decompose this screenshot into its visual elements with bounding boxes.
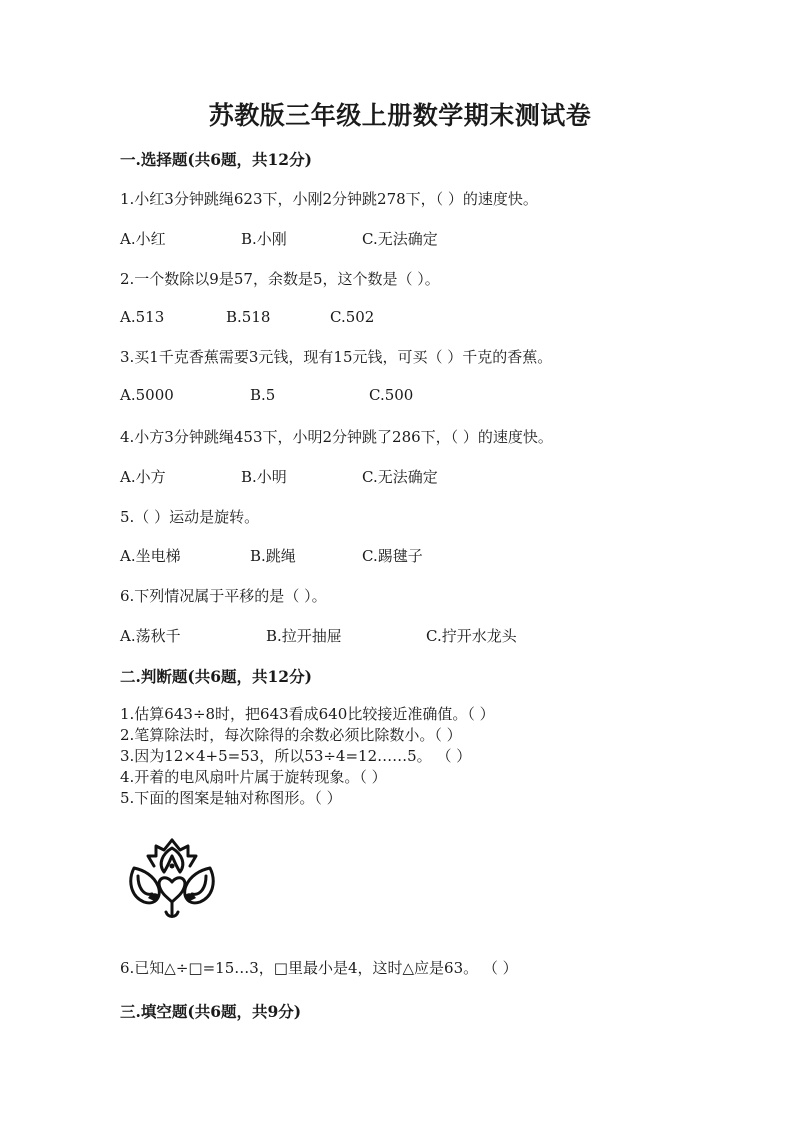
- section-heading-choice: 一.选择题(共6题，共12分): [120, 150, 312, 169]
- option-c[interactable]: C.拧开水龙头: [426, 627, 517, 645]
- section-heading-judgement: 二.判断题(共6题，共12分): [120, 667, 312, 686]
- judgement-item-6: 6.已知△÷□=15…3，□里最小是4，这时△应是63。 （ ）: [120, 959, 518, 977]
- judgement-item-3: 3.因为12×4+5=53，所以53÷4=12……5。 （ ）: [120, 747, 472, 765]
- choice-question-2: 2.一个数除以9是57，余数是5，这个数是（ ）。: [120, 270, 440, 288]
- judgement-item-4: 4.开着的电风扇叶片属于旋转现象。（ ）: [120, 768, 387, 786]
- option-a[interactable]: A.小红: [120, 230, 166, 248]
- section-heading-fill-blank: 三.填空题(共6题，共9分): [120, 1002, 302, 1021]
- choice-question-1: 1.小红3分钟跳绳623下，小刚2分钟跳278下，（ ）的速度快。: [120, 190, 538, 208]
- option-a[interactable]: A.5000: [120, 386, 174, 404]
- choice-question-3: 3.买1千克香蕉需要3元钱，现有15元钱，可买（ ）千克的香蕉。: [120, 348, 553, 366]
- option-c[interactable]: C.502: [330, 308, 375, 326]
- option-b[interactable]: B.小刚: [241, 230, 287, 248]
- option-b[interactable]: B.518: [226, 308, 271, 326]
- option-b[interactable]: B.5: [250, 386, 276, 404]
- option-b[interactable]: B.拉开抽屉: [266, 627, 342, 645]
- symmetric-lotus-pattern-icon: [126, 836, 218, 922]
- choice-question-4: 4.小方3分钟跳绳453下，小明2分钟跳了286下，（ ）的速度快。: [120, 428, 553, 446]
- option-a[interactable]: A.小方: [120, 468, 166, 486]
- option-c[interactable]: C.踢毽子: [362, 547, 423, 565]
- page-title: 苏教版三年级上册数学期末测试卷: [208, 101, 592, 130]
- option-b[interactable]: B.小明: [241, 468, 287, 486]
- option-a[interactable]: A.坐电梯: [120, 547, 181, 565]
- option-c[interactable]: C.500: [369, 386, 414, 404]
- option-b[interactable]: B.跳绳: [250, 547, 296, 565]
- judgement-item-1: 1.估算643÷8时，把643看成640比较接近准确值。（ ）: [120, 705, 495, 723]
- option-a[interactable]: A.荡秋千: [120, 627, 181, 645]
- choice-question-6: 6.下列情况属于平移的是（ ）。: [120, 587, 327, 605]
- option-c[interactable]: C.无法确定: [362, 468, 438, 486]
- judgement-item-2: 2.笔算除法时，每次除得的余数必须比除数小。（ ）: [120, 726, 462, 744]
- option-a[interactable]: A.513: [120, 308, 165, 326]
- choice-question-5: 5.（ ）运动是旋转。: [120, 508, 260, 526]
- judgement-item-5: 5.下面的图案是轴对称图形。（ ）: [120, 789, 342, 807]
- option-c[interactable]: C.无法确定: [362, 230, 438, 248]
